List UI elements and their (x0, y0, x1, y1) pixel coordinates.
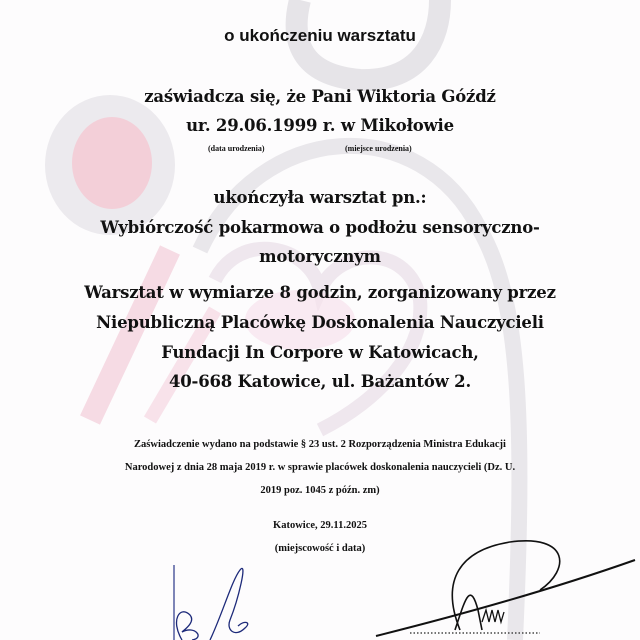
organizer-line-4: 40-668 Katowice, ul. Bażantów 2. (168, 372, 471, 391)
caption-birth-date: (data urodzenia) (208, 144, 265, 153)
workshop-title-line2: motorycznym (259, 247, 381, 266)
legal-basis-line-2: Narodowej z dnia 28 maja 2019 r. w sprawie placówek doskonalenia nauczycieli (Dz. U. (124, 462, 516, 473)
birth-line: ur. 29.06.1999 r. w Mikołowie (186, 116, 454, 135)
legal-basis-line-3: 2019 poz. 1045 z późn. zm) (260, 485, 380, 496)
legal-basis-line-1: Zaświadczenie wydano na podstawie § 23 ust. 2 Rozporządzenia Ministra Edukacji (134, 439, 506, 450)
signature-right (370, 540, 640, 640)
organizer-line-1: Warsztat w wymiarze 8 godzin, zorganizowany przez (84, 283, 556, 302)
place-date: Katowice, 29.11.2025 (273, 520, 367, 531)
place-date-caption: (miejscowość i data) (274, 543, 366, 554)
attestation-line: zaświadcza się, że Pani Wiktoria Góźdź (144, 87, 496, 106)
certificate-subtitle: o ukończeniu warsztatu (224, 26, 416, 45)
organizer-line-2: Niepubliczną Placówkę Doskonalenia Nauczycieli (96, 313, 544, 332)
completed-label: ukończyła warsztat pn.: (213, 188, 427, 207)
caption-birth-place: (miejsce urodzenia) (345, 144, 412, 153)
organizer-line-3: Fundacji In Corpore w Katowicach, (161, 343, 479, 362)
signature-left (160, 560, 270, 640)
workshop-title-line1: Wybiórczość pokarmowa o podłożu sensoryczno- (100, 218, 540, 237)
